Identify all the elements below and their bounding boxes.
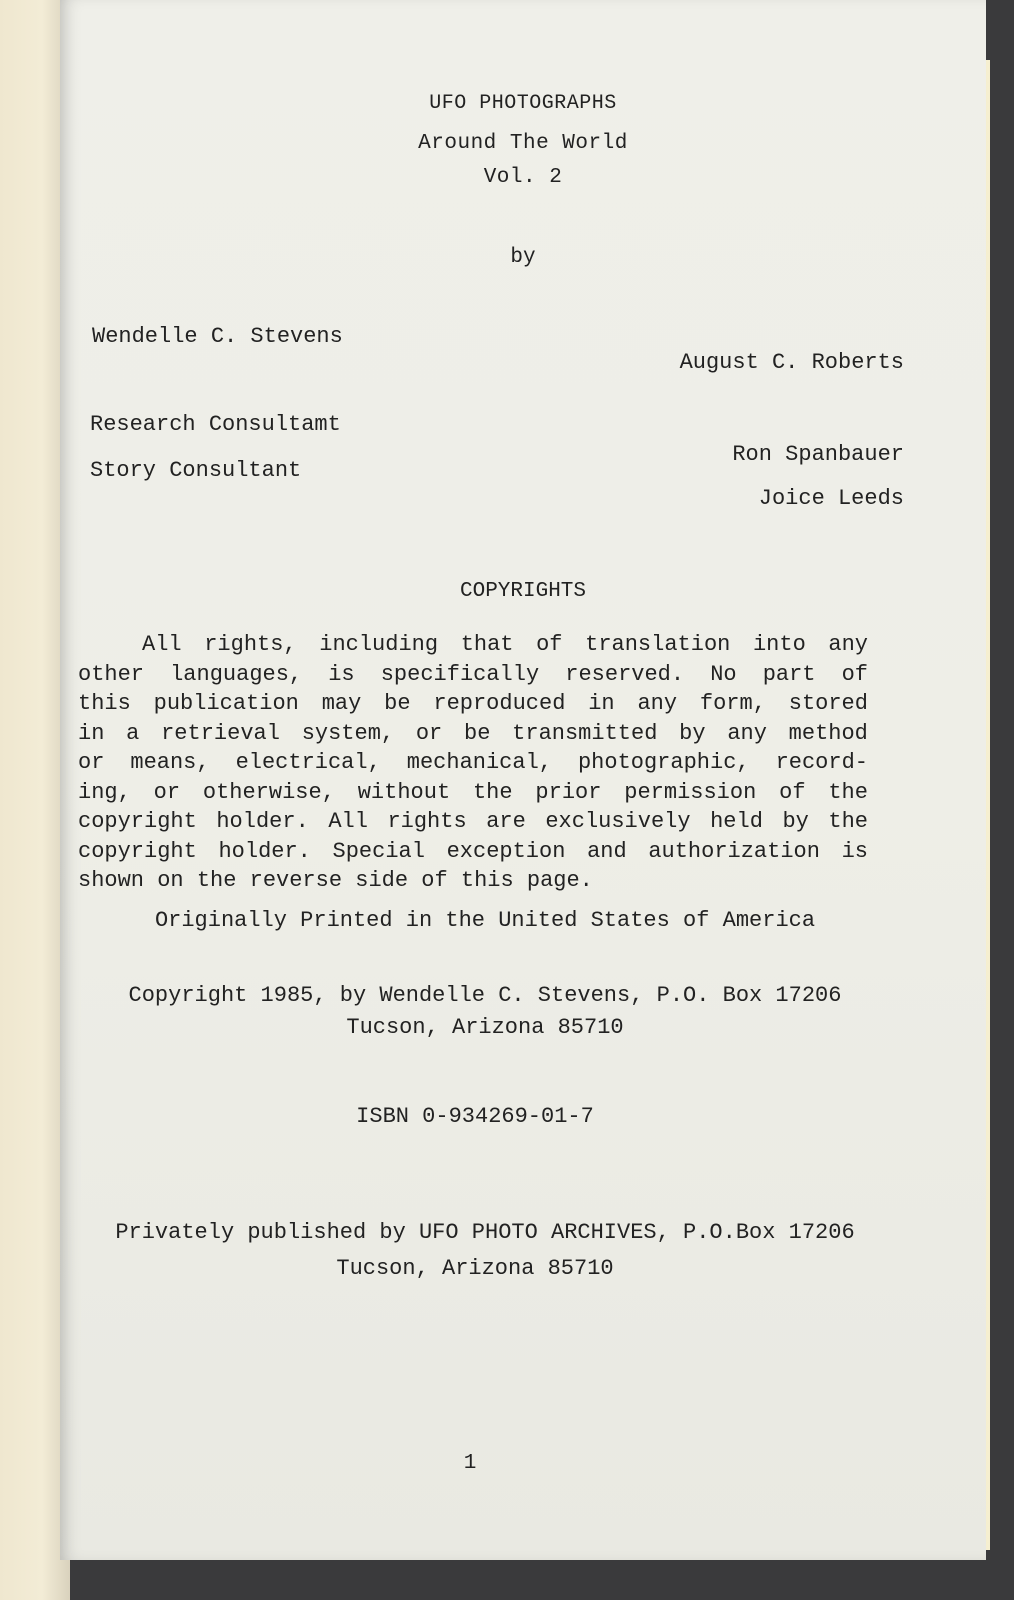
book-title: UFO PHOTOGRAPHS (429, 92, 617, 115)
credit-label-story: Story Consultant (90, 458, 302, 483)
copyright-heading: COPYRIGHTS (459, 580, 587, 603)
credit-name-research: Ron Spanbauer (732, 442, 904, 467)
author-right: August C. Roberts (679, 350, 904, 375)
copyright-address: Tucson, Arizona 85710 (346, 1015, 624, 1040)
origin-statement: Originally Printed in the United States of America (154, 908, 816, 933)
rights-line: All rights, including that of translation into any (142, 632, 868, 657)
publisher-line: Privately published by UFO PHOTO ARCHIVES, P.O.Box 17206 (115, 1220, 855, 1245)
author-left: Wendelle C. Stevens (92, 324, 343, 349)
credit-name-story: Joice Leeds (758, 486, 904, 511)
rights-paragraph (78, 630, 868, 896)
volume-label: Vol. 2 (483, 166, 563, 189)
rights-line: or means, electrical, mechanical, photographic, record- (78, 750, 868, 775)
rights-line: copyright holder. All rights are exclusively held by the (78, 809, 868, 834)
credit-label-research: Research Consultamt (90, 412, 341, 437)
by-label: by (510, 246, 536, 269)
copyright-notice: Copyright 1985, by Wendelle C. Stevens, P.O. Box 17206 (128, 983, 842, 1008)
publisher-address: Tucson, Arizona 85710 (336, 1256, 614, 1281)
isbn: ISBN 0-934269-01-7 (356, 1104, 594, 1129)
rights-line: in a retrieval system, or be transmitted by any method (78, 720, 868, 746)
rights-line: other languages, is specifically reserved. No part of (78, 661, 868, 687)
page-number: 1 (463, 1452, 477, 1475)
book-subtitle: Around The World (418, 132, 628, 155)
rights-line: this publication may be reproduced in any form, stored (78, 691, 868, 716)
rights-line: shown on the reverse side of this page. (78, 868, 593, 893)
rights-line: copyright holder. Special exception and authorization is (78, 838, 868, 864)
book-page (60, 0, 986, 1560)
rights-line: ing, or otherwise, without the prior permission of the (78, 779, 868, 805)
